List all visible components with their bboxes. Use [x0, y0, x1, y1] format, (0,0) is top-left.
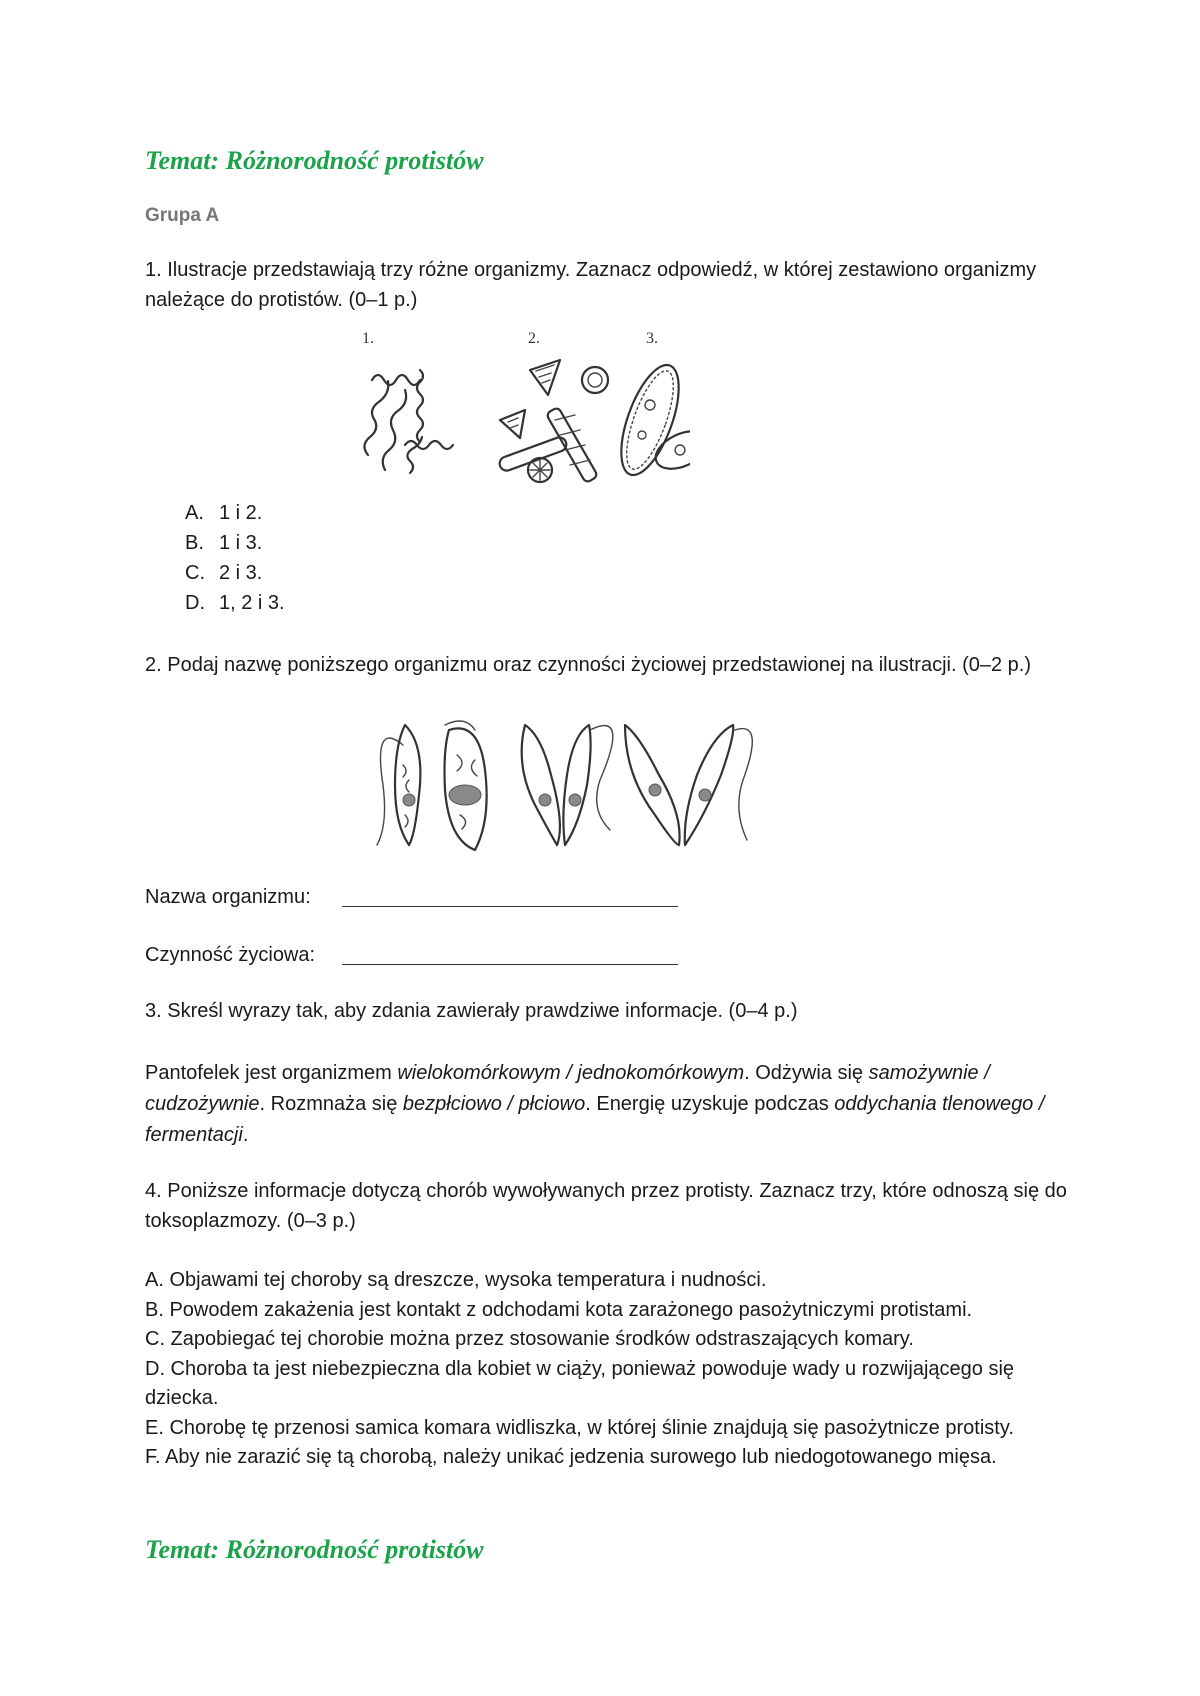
image-label-1: 1. — [362, 330, 374, 347]
euglena-cell-3 — [522, 725, 613, 845]
option-text: 1 i 3. — [219, 532, 263, 554]
life-activity-label: Czynność życiowa: — [145, 944, 316, 966]
page-title: Temat: Różnorodność protistów — [145, 146, 484, 175]
sentence-text: Pantofelek jest organizmem — [145, 1062, 398, 1084]
option-text: 2 i 3. — [219, 562, 263, 584]
choice-nutrition[interactable]: samożywnie / cudzożywnie — [145, 1062, 990, 1115]
euglena-cell-1 — [377, 725, 420, 845]
euglena-cell-2 — [445, 721, 487, 850]
choice-respiration[interactable]: oddychania tlenowego / fermentacji — [145, 1093, 1045, 1146]
answer-option-d[interactable] — [185, 588, 285, 618]
choice-reproduction[interactable]: bezpłciowo / płciowo — [402, 1093, 586, 1115]
image-label-3: 3. — [646, 330, 658, 347]
question-3-sentences — [145, 1058, 1085, 1151]
organism-name-label: Nazwa organizmu: — [145, 886, 311, 908]
question-4-text: 4. Poniższe informacje dotyczą chorób wywoływanych przez protisty. Zaznacz trzy, które odnoszą się do toksoplazmozy. (0–3 p.) — [145, 1180, 1067, 1232]
statement-e[interactable]: E. Chorobę tę przenosi samica komara widliszka, w której ślinie znajdują się pasożytnicze protisty. — [145, 1416, 1014, 1439]
answer-option-c[interactable] — [185, 558, 262, 588]
diatoms-drawing — [498, 360, 608, 483]
question-4-statements — [145, 1266, 1085, 1473]
answer-option-b[interactable] — [185, 528, 262, 558]
option-text: 1 i 2. — [219, 502, 263, 524]
question-2-text: 2. Podaj nazwę poniższego organizmu oraz czynności życiowej przedstawionej na ilustracji. (0–2 p.) — [145, 654, 1031, 676]
option-text: 1, 2 i 3. — [219, 592, 285, 614]
choice-cell-type[interactable]: wielokomórkowym / jednokomórkowym — [397, 1062, 745, 1084]
option-letter: B. — [185, 532, 204, 554]
option-letter: C. — [185, 562, 205, 584]
sentence-text: . Rozmnaża się — [259, 1093, 403, 1115]
statement-f[interactable]: F. Aby nie zarazić się tą chorobą, należy unikać jedzenia surowego lub niedogotowanego mięsa. — [145, 1446, 997, 1468]
euglena-division-illustration — [365, 705, 805, 855]
euglena-cell-4 — [625, 725, 752, 845]
option-letter: D. — [185, 592, 205, 614]
sentence-text: . — [242, 1124, 249, 1146]
statement-d[interactable]: D. Choroba ta jest niebezpieczna dla kobiet w ciąży, ponieważ powoduje wady u rozwijającego się dziecka. — [145, 1357, 1015, 1409]
image-label-2: 2. — [528, 330, 540, 347]
spiral-bacteria-drawing — [364, 370, 453, 473]
question-1-text: 1. Ilustracje przedstawiają trzy różne organizmy. Zaznacz odpowiedź, w której zestawiono organizmy należące do protistów. (0–1 p.) — [145, 259, 1037, 311]
statement-b[interactable]: B. Powodem zakażenia jest kontakt z odchodami kota zarażonego pasożytniczymi protistami. — [145, 1298, 973, 1321]
question-1-illustration — [350, 325, 690, 485]
life-activity-answer-line[interactable] — [342, 964, 678, 965]
sentence-text: . Energię uzyskuje podczas — [585, 1093, 835, 1115]
repeated-page-title: Temat: Różnorodność protistów — [145, 1535, 484, 1564]
answer-option-a[interactable] — [185, 498, 262, 528]
organism-name-answer-line[interactable] — [342, 906, 678, 907]
paramecium-drawing — [609, 358, 690, 482]
statement-a[interactable]: A. Objawami tej choroby są dreszcze, wysoka temperatura i nudności. — [145, 1269, 767, 1291]
question-3-text: 3. Skreśl wyrazy tak, aby zdania zawierały prawdziwe informacje. (0–4 p.) — [145, 1000, 798, 1022]
group-label: Grupa A — [145, 205, 220, 226]
option-letter: A. — [185, 502, 204, 524]
sentence-text: . Odżywia się — [744, 1062, 869, 1084]
statement-c[interactable]: C. Zapobiegać tej chorobie można przez stosowanie środków odstraszających komary. — [145, 1328, 914, 1350]
